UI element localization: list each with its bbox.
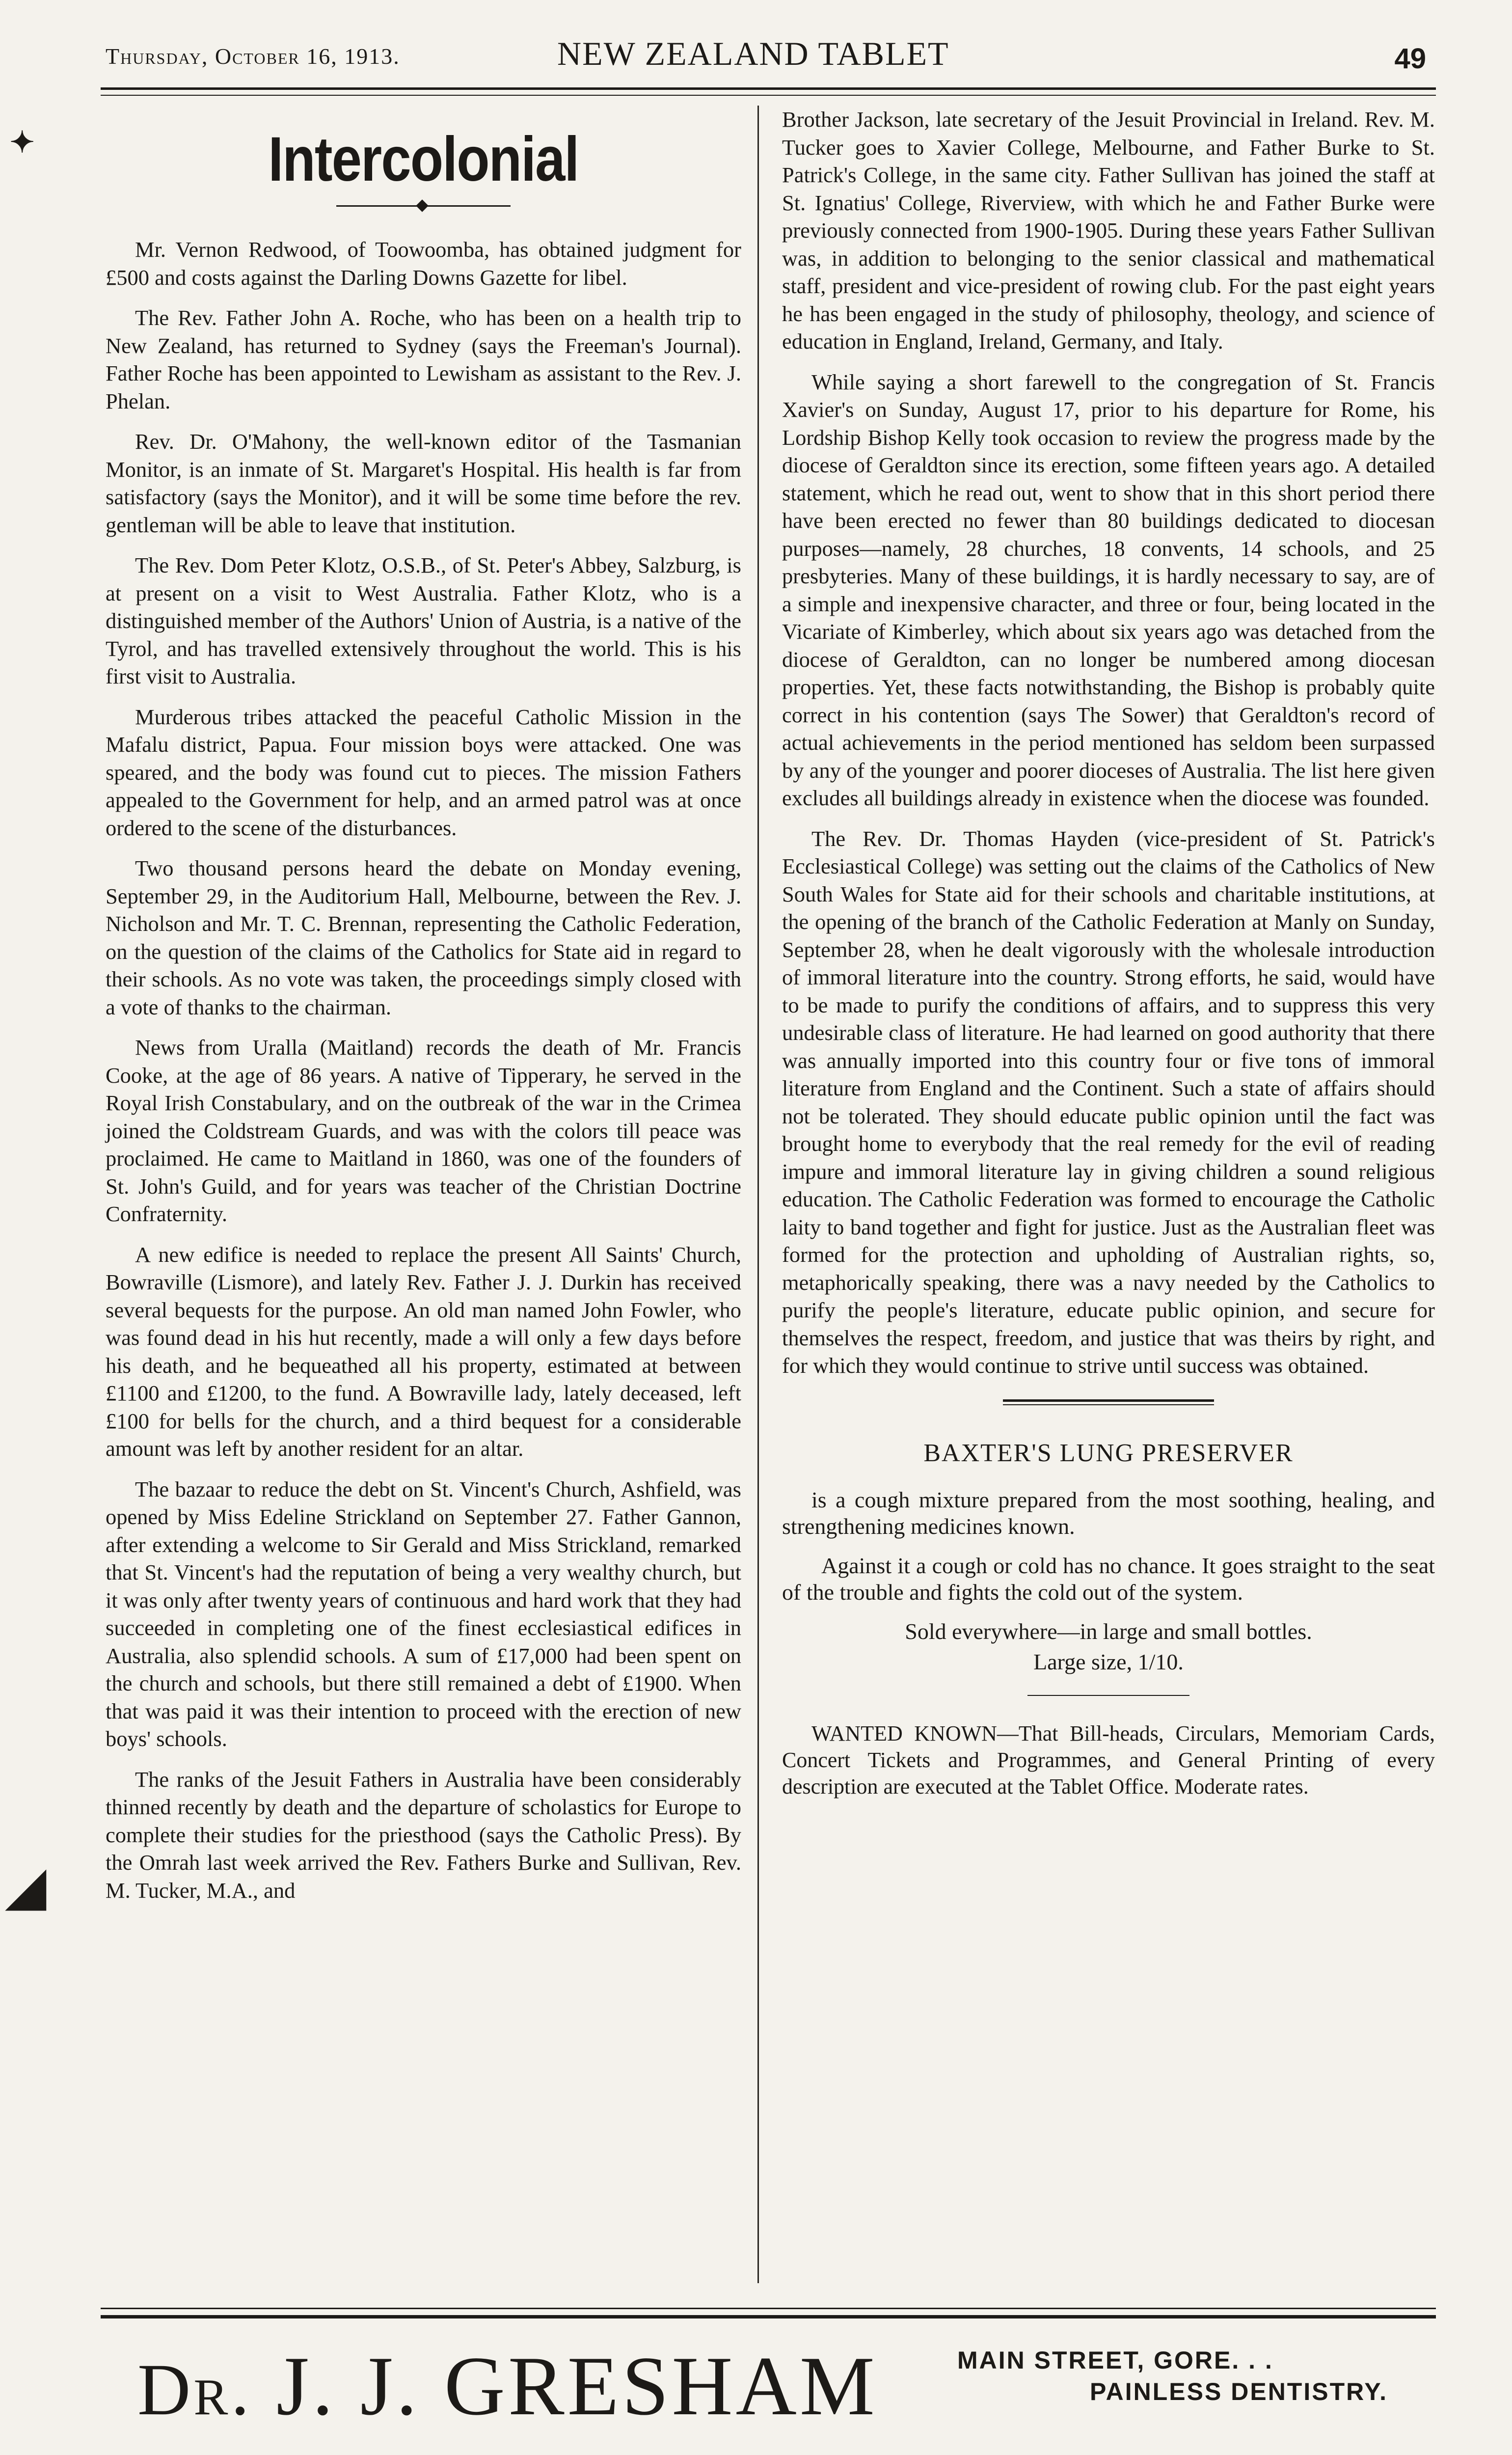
advert-banner-name — [137, 2340, 878, 2436]
advert-rule — [1027, 1695, 1189, 1696]
header-rule — [101, 87, 1436, 96]
article-paragraph: While saying a short farewell to the congregation of St. Francis Xavier's on Sunday, August 17, prior to his departure for Rome, his Lordship Bishop Kelly took occasion to review the progress made by the diocese of Geraldton since its erection, some fifteen years ago. A detailed statement, which he read out, went to show that in this short period there have been erected no fewer than 80 buildings dedicated to diocesan purposes—namely, 28 churches, 18 convents, 14 schools, and 25 presbyteries. Many of these buildings, it is hardly necessary to say, are of a simple and inexpensive character, and three or four, being located in the Vicariate of Kimberley, which about six years ago was detached from the diocese of Geraldton, can no longer be numbered among diocesan properties. Yet, these facts notwithstanding, the Bishop is probably quite correct in his contention (says The Sower) that Geraldton's record of actual achievements in the period mentioned has seldom been surpassed by any of the younger and poorer dioceses of Australia. The list here given excludes all buildings already in existence when the diocese was founded. — [782, 369, 1435, 810]
article-paragraph: The Rev. Dr. Thomas Hayden (vice-president of St. Patrick's Ecclesiastical College) was setting out the claims of the Catholics of New South Wales for State aid for their schools and charitable institutions, at the opening of the branch of the Catholic Federation at Manly on Sunday, September 28, when he dealt vigorously with the wholesale introduction of immoral literature into the country. Strong efforts, he said, would have to be made to purify the conditions of affairs, and to suppress this very undesirable class of literature. He had learned on good authority that there was annually imported into this country four or five tons of immoral literature from England and the Continent. Such a state of affairs should not be tolerated. They should educate public opinion until the fact was brought home to everybody that the real remedy for the evil of reading impure and immoral literature lay in giving children a sound religious education. The Catholic Federation was formed to encourage the Catholic laity to band together and fight for justice. Just as the Australian fleet was formed for the protection and upholding of Australian rights, so, metaphorically speaking, there was a navy needed by the Catholics to purify the people's literature, educate public opinion, and secure for themselves the respect, freedom, and justice that was theirs by right, and for which they would continue to strive until success was obtained. — [782, 826, 1435, 1378]
banner-tagline: PAINLESS DENTISTRY. — [1090, 2378, 1388, 2405]
issue-date: Thursday, October 16, 1913. — [106, 44, 400, 69]
article-paragraph: Two thousand persons heard the debate on Monday evening, September 29, in the Auditorium Hall, Melbourne, between the Rev. J. Nicholson and Mr. T. C. Brennan, representing the Catholic Federation, on the question of the claims of the Catholics for State aid in regard to their schools. As no vote was taken, the proceedings simply closed with a vote of thanks to the chairman. — [106, 856, 741, 1019]
article-paragraph: The Rev. Dom Peter Klotz, O.S.B., of St. Peter's Abbey, Salzburg, is at present on a visit to West Australia. Father Klotz, who is a distinguished member of the Authors' Union of Austria, is a native of the Tyrol, and has travelled extensively throughout the world. This is his first visit to Australia. — [106, 553, 741, 688]
page-header — [106, 34, 1431, 88]
banner-address: MAIN STREET, GORE. . . — [957, 2346, 1273, 2374]
advert-text: Against it a cough or cold has no chance. It goes straight to the seat of the trouble and fights the cold out of the system. — [782, 1553, 1435, 1605]
advert-heading: BAXTER'S LUNG PRESERVER — [923, 1439, 1294, 1467]
wanted-notice: WANTED KNOWN—That Bill-heads, Circulars, Memoriam Cards, Concert Tickets and Programmes, and General Printing of every description are executed at the Tablet Office. Moderate rates. — [782, 1721, 1435, 1799]
banner-prefix: Dr. — [137, 2349, 252, 2430]
right-column — [782, 106, 1435, 1813]
footer-rule — [101, 2308, 1436, 2319]
advert-text: Sold everywhere—in large and small bottles. — [905, 1619, 1312, 1644]
article-paragraph: The bazaar to reduce the debt on St. Vincent's Church, Ashfield, was opened by Miss Edeline Strickland on September 27. Father Gannon, after extending a welcome to Sir Gerald and Miss Strickland, remarked that St. Vincent's had the reputation of being a very wealthy church, but it was only after twenty years of continuous and hard work that they had succeeded in completing one of the finest ecclesiastical edifices in Australia, also splendid schools. A sum of £17,000 had been spent on the church and schools, but there still remained a debt of £1900. When that was paid it was their intention to proceed with the erection of new boys' schools. — [106, 1476, 741, 1751]
advert-banner-address — [957, 2345, 1429, 2407]
advert-price: Large size, 1/10. — [1033, 1649, 1184, 1674]
diamond-icon — [416, 199, 428, 212]
page-number: 49 — [1394, 43, 1426, 75]
margin-mark-icon: ✦ — [10, 126, 35, 159]
section-title: Intercolonial — [268, 124, 579, 194]
title-ornament — [106, 196, 741, 216]
section-rule — [1003, 1399, 1214, 1405]
article-paragraph: The Rev. Father John A. Roche, who has been on a health trip to New Zealand, has returned to Sydney (says the Freeman's Journal). Father Roche has been appointed to Lewisham as assistant to the Rev. J. Phelan. — [106, 305, 741, 413]
article-paragraph: A new edifice is needed to replace the present All Saints' Church, Bowraville (Lismore), and lately Rev. Father J. J. Durkin has received several bequests for the purpose. An old man named John Fowler, who was found dead in his hut recently, made a will only a few days before his death, and he bequeathed all his property, estimated at between £1100 and £1200, to the fund. A Bowraville lady, lately deceased, left £100 for bells for the church, and a third bequest for a considerable amount was left by another resident for an altar. — [106, 1242, 741, 1461]
margin-mark-icon: ◢ — [5, 1856, 47, 1916]
advert-text: is a cough mixture prepared from the most soothing, healing, and strengthening medicines known. — [782, 1487, 1435, 1539]
article-paragraph: Mr. Vernon Redwood, of Toowoomba, has obtained judgment for £500 and costs against the Darling Downs Gazette for libel. — [106, 237, 741, 290]
article-paragraph: News from Uralla (Maitland) records the death of Mr. Francis Cooke, at the age of 86 years. A native of Tipperary, he served in the Royal Irish Constabulary, and on the outbreak of the war in the Crimea joined the Coldstream Guards, and was with the colors till peace was proclaimed. He came to Maitland in 1860, was one of the founders of St. John's Guild, and for years was teacher of the Christian Doctrine Confraternity. — [106, 1035, 741, 1226]
column-divider — [757, 106, 759, 2283]
banner-name-text: J. J. GRESHAM — [276, 2340, 878, 2433]
article-paragraph: Murderous tribes attacked the peaceful Catholic Mission in the Mafalu district, Papua. Four mission boys were attacked. One was speared, and the body was found cut to pieces. The mission Fathers appealed to the Government for help, and an armed patrol was at once ordered to the scene of the disturbances. — [106, 704, 741, 840]
article-paragraph: Rev. Dr. O'Mahony, the well-known editor of the Tasmanian Monitor, is an inmate of St. Margaret's Hospital. His health is far from satisfactory (says the Monitor), and it will be some time before the rev. gentleman will be able to leave that institution. — [106, 429, 741, 537]
left-column — [106, 106, 741, 1917]
article-paragraph: The ranks of the Jesuit Fathers in Australia have been considerably thinned recently by death and the departure of scholastics for Europe to complete their studies for the priesthood (says the Catholic Press). By the Omrah last week arrived the Rev. Fathers Burke and Sullivan, Rev. M. Tucker, M.A., and — [106, 1767, 741, 1903]
newspaper-title: NEW ZEALAND TABLET — [557, 35, 949, 72]
article-paragraph: Brother Jackson, late secretary of the Jesuit Provincial in Ireland. Rev. M. Tucker goes to Xavier College, Melbourne, and Father Burke to St. Patrick's College, in the same city. Father Sullivan has joined the staff at St. Ignatius' College, Riverview, with which he and Father Burke were previously connected from 1900-1905. During these years Father Sullivan was, in addition to belonging to the senior classical and mathematical staff, president and vice-president of rowing club. For the past eight years he has been engaged in the study of philosophy, theology, and science of education in England, Ireland, Germany, and Italy. — [782, 107, 1435, 354]
